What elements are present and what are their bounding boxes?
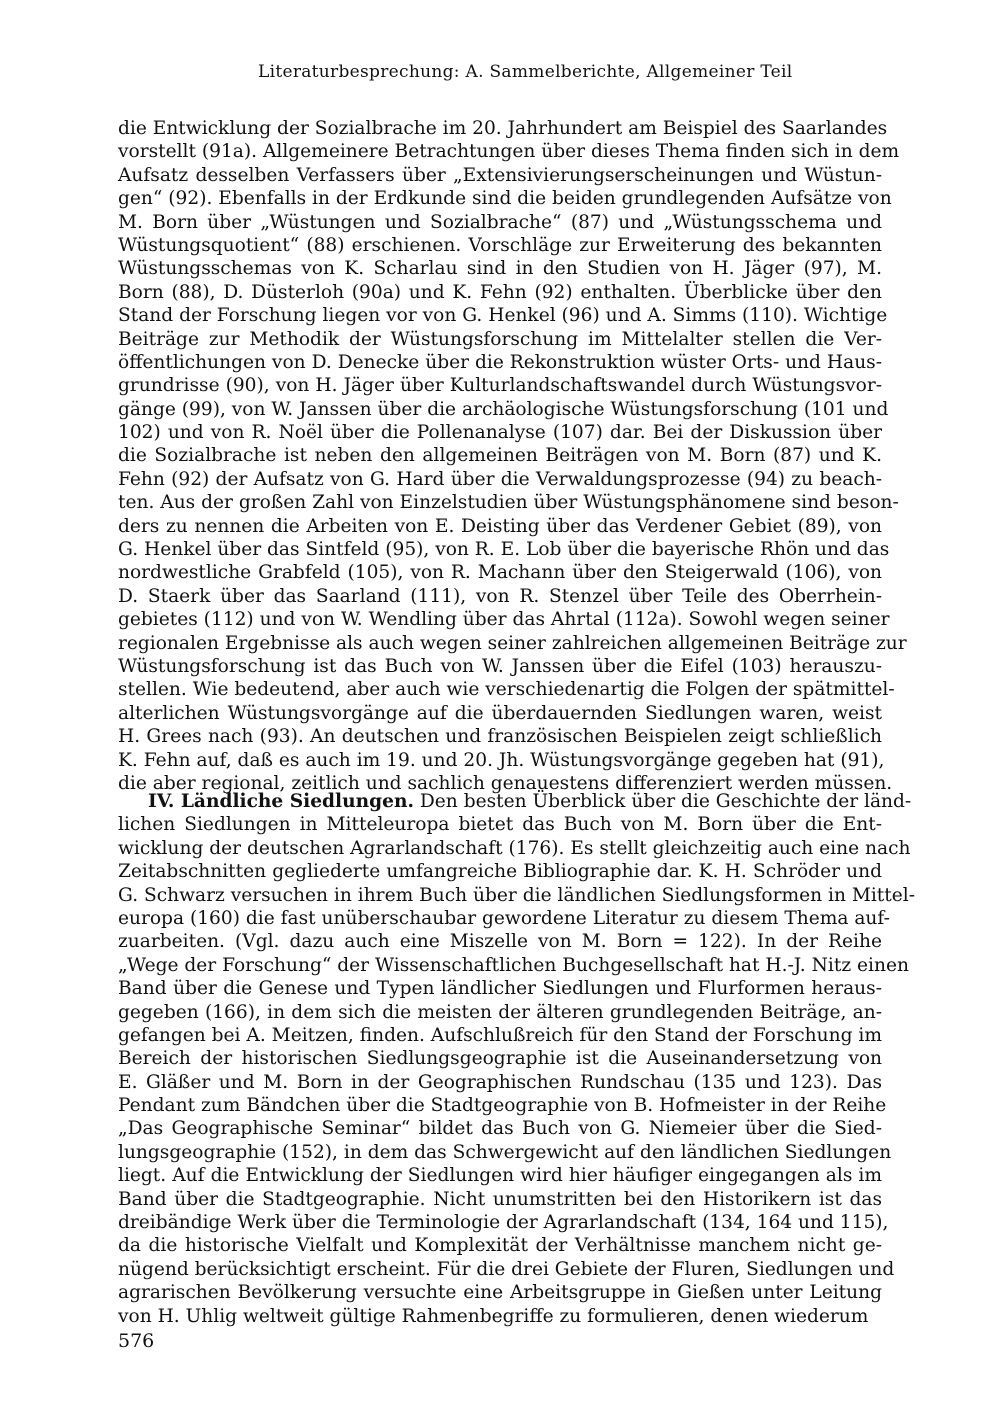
text-line: die aber regional, zeitlich und sachlich genauestens differenziert werden müssen. bbox=[118, 772, 893, 794]
text-line: Wüstungsquotient“ (88) erschienen. Vorschläge zur Erweiterung des bekannten bbox=[118, 234, 882, 256]
text-line: da die historische Vielfalt und Komplexität der Verhältnisse manchem nicht ge- bbox=[118, 1235, 882, 1257]
text-line: M. Born über „Wüstungen und Sozialbrache“ (87) und „Wüstungsschema und bbox=[118, 211, 882, 233]
text-line: alterlichen Wüstungsvorgänge auf die überdauernden Siedlungen waren, weist bbox=[118, 702, 882, 724]
text-line: Fehn (92) der Aufsatz von G. Hard über die Verwaldungsprozesse (94) zu beach- bbox=[118, 468, 882, 490]
text-line: die Entwicklung der Sozialbrache im 20. Jahrhundert am Beispiel des Saarlandes bbox=[118, 118, 888, 139]
text-line-rest: Den besten Überblick über die Geschichte der länd- bbox=[413, 791, 912, 812]
section-heading: IV. Ländliche Siedlungen. bbox=[148, 791, 414, 812]
text-line: nordwestliche Grabfeld (105), von R. Machann über den Steigerwald (106), von bbox=[118, 562, 882, 584]
text-line: Aufsatz desselben Verfassers über „Extensivierungserscheinungen und Wüstun- bbox=[118, 164, 882, 186]
text-line bbox=[118, 790, 912, 813]
text-line: gen“ (92). Ebenfalls in der Erdkunde sind die beiden grundlegenden Aufsätze von bbox=[118, 188, 892, 210]
text-line: gefangen bei A. Meitzen, finden. Aufschlußreich für den Stand der Forschung im bbox=[118, 1024, 882, 1046]
text-line: ten. Aus der großen Zahl von Einzelstudien über Wüstungsphänomene sind beson- bbox=[118, 492, 899, 514]
text-line: H. Grees nach (93). An deutschen und französischen Beispielen zeigt schließlich bbox=[118, 726, 882, 748]
text-line: von H. Uhlig weltweit gültige Rahmenbegriffe zu formulieren, denen wiederum bbox=[118, 1305, 869, 1327]
text-line: europa (160) die fast unüberschaubar gewordene Literatur zu diesem Thema auf- bbox=[118, 907, 890, 929]
text-line: K. Fehn auf, daß es auch im 19. und 20. Jh. Wüstungsvorgänge gegeben hat (91), bbox=[118, 749, 885, 771]
text-line: D. Staerk über das Saarland (111), von R. Stenzel über Teile des Oberrhein- bbox=[118, 585, 882, 607]
running-head: Literaturbesprechung: A. Sammelberichte, Allgemeiner Teil bbox=[258, 62, 793, 82]
text-line: „Das Geographische Seminar“ bildet das Buch von G. Niemeier über die Sied- bbox=[118, 1118, 882, 1140]
text-line: gegeben (166), in dem sich die meisten der älteren grundlegenden Beiträge, an- bbox=[118, 1001, 882, 1023]
text-line: G. Henkel über das Sintfeld (95), von R. E. Lob über die bayerische Rhön und das bbox=[118, 539, 890, 561]
text-line: G. Schwarz versuchen in ihrem Buch über die ländlichen Siedlungsformen in Mittel- bbox=[118, 884, 915, 906]
page-number: 576 bbox=[118, 1330, 155, 1352]
paragraph-wuestungen bbox=[118, 117, 907, 795]
text-line: lungsgeographie (152), in dem das Schwergewicht auf den ländlichen Siedlungen bbox=[118, 1141, 892, 1163]
text-line: 102) und von R. Noël über die Pollenanalyse (107) dar. Bei der Diskussion über bbox=[118, 422, 882, 444]
text-line: wicklung der deutschen Agrarlandschaft (176). Es stellt gleichzeitig auch eine nach bbox=[118, 837, 911, 859]
text-line: dreibändige Werk über die Terminologie der Agrarlandschaft (134, 164 und 115), bbox=[118, 1212, 889, 1234]
paragraph-laendliche-siedlungen bbox=[118, 790, 915, 1328]
text-line: Born (88), D. Düsterloh (90a) und K. Fehn (92) enthalten. Überblicke über den bbox=[118, 281, 882, 303]
text-line: öffentlichungen von D. Denecke über die Rekonstruktion wüster Orts- und Haus- bbox=[118, 351, 882, 373]
text-line: Band über die Stadtgeographie. Nicht unumstritten bei den Historikern ist das bbox=[118, 1188, 882, 1210]
text-line: nügend berücksichtigt erscheint. Für die drei Gebiete der Fluren, Siedlungen und bbox=[118, 1258, 895, 1280]
text-line: zuarbeiten. (Vgl. dazu auch eine Miszelle von M. Born = 122). In der Reihe bbox=[118, 931, 882, 953]
text-line: Zeitabschnitten gegliederte umfangreiche Bibliographie dar. K. H. Schröder und bbox=[118, 861, 882, 883]
text-line: regionalen Ergebnisse als auch wegen seiner zahlreichen allgemeinen Beiträge zur bbox=[118, 632, 907, 654]
text-line: E. Gläßer und M. Born in der Geographischen Rundschau (135 und 123). Das bbox=[118, 1071, 882, 1093]
text-line: gänge (99), von W. Janssen über die archäologische Wüstungsforschung (101 und bbox=[118, 398, 889, 420]
text-line: liegt. Auf die Entwicklung der Siedlungen wird hier häufiger eingegangen als im bbox=[118, 1165, 882, 1187]
text-line: lichen Siedlungen in Mitteleuropa bietet das Buch von M. Born über die Ent- bbox=[118, 814, 882, 836]
text-line: „Wege der Forschung“ der Wissenschaftlichen Buchgesellschaft hat H.-J. Nitz einen bbox=[118, 954, 909, 976]
text-line: Bereich der historischen Siedlungsgeographie ist die Auseinandersetzung von bbox=[118, 1048, 882, 1070]
text-line: agrarischen Bevölkerung versuchte eine Arbeitsgruppe in Gießen unter Leitung bbox=[118, 1282, 882, 1304]
text-line: Beiträge zur Methodik der Wüstungsforschung im Mittelalter stellen die Ver- bbox=[118, 328, 882, 350]
text-line: vorstellt (91a). Allgemeinere Betrachtungen über dieses Thema finden sich in dem bbox=[118, 141, 900, 163]
text-line: ders zu nennen die Arbeiten von E. Deisting über das Verdener Gebiet (89), von bbox=[118, 515, 882, 537]
text-line: Wüstungsschemas von K. Scharlau sind in den Studien von H. Jäger (97), M. bbox=[118, 258, 882, 280]
text-line: stellen. Wie bedeutend, aber auch wie verschiedenartig die Folgen der spätmittel- bbox=[118, 679, 895, 701]
text-line: gebietes (112) und von W. Wendling über das Ahrtal (112a). Sowohl wegen seiner bbox=[118, 609, 890, 631]
text-line: grundrisse (90), von H. Jäger über Kulturlandschaftswandel durch Wüstungsvor- bbox=[118, 375, 882, 397]
text-line: Band über die Genese und Typen ländlicher Siedlungen und Flurformen heraus- bbox=[118, 978, 882, 1000]
text-line: Wüstungsforschung ist das Buch von W. Janssen über die Eifel (103) herauszu- bbox=[118, 655, 882, 677]
text-line: Stand der Forschung liegen vor von G. Henkel (96) und A. Simms (110). Wichtige bbox=[118, 305, 888, 327]
text-line: die Sozialbrache ist neben den allgemeinen Beiträgen von M. Born (87) und K. bbox=[118, 445, 882, 467]
text-line: Pendant zum Bändchen über die Stadtgeographie von B. Hofmeister in der Reihe bbox=[118, 1095, 887, 1117]
